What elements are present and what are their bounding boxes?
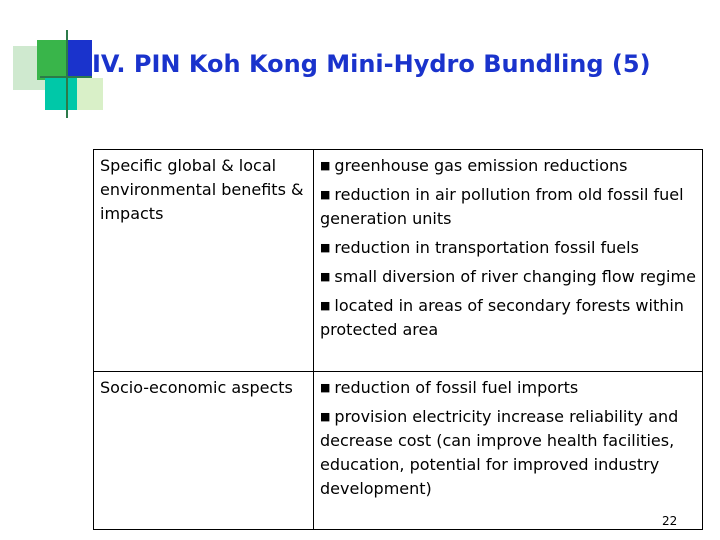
list-item: [320, 294, 696, 342]
square-bullet-icon: ■: [320, 159, 331, 172]
square-bullet-icon: ■: [320, 410, 331, 423]
list-item-text: reduction in air pollution from old fossil fuel generation units: [320, 185, 684, 228]
square-bullet-icon: ■: [320, 241, 331, 254]
list-item-text: reduction of fossil fuel imports: [334, 378, 579, 397]
list-item-text: greenhouse gas emission reductions: [334, 156, 628, 175]
list-item-text: located in areas of secondary forests within protected area: [320, 296, 684, 339]
table-row: [94, 372, 703, 530]
row-label: Specific global & local environmental benefits & impacts: [94, 150, 314, 372]
row-bullets: [314, 150, 703, 372]
square-bullet-icon: ■: [320, 299, 331, 312]
list-item-text: provision electricity increase reliability and decrease cost (can improve health facilities, education, potential for improved industry development): [320, 407, 679, 498]
list-item: [320, 265, 696, 289]
decor-vertical-line: [66, 30, 68, 118]
decor-square-pale: [77, 76, 103, 110]
list-item: [320, 236, 696, 260]
square-bullet-icon: ■: [320, 188, 331, 201]
slide-title: IV. PIN Koh Kong Mini-Hydro Bundling (5): [92, 50, 655, 78]
decor-square-blue: [66, 40, 92, 76]
list-item: [320, 376, 696, 400]
table-row: [94, 150, 703, 372]
list-item-text: small diversion of river changing flow regime: [334, 267, 696, 286]
list-item: [320, 405, 696, 501]
list-item: [320, 183, 696, 231]
page-number: 22: [662, 514, 678, 528]
square-bullet-icon: ■: [320, 381, 331, 394]
content-table: [93, 149, 703, 530]
square-bullet-icon: ■: [320, 270, 331, 283]
list-item-text: reduction in transportation fossil fuels: [334, 238, 639, 257]
decor-square-cyan: [45, 76, 77, 110]
row-label: Socio-economic aspects: [94, 372, 314, 530]
row-bullets: [314, 372, 703, 530]
list-item: [320, 154, 696, 178]
